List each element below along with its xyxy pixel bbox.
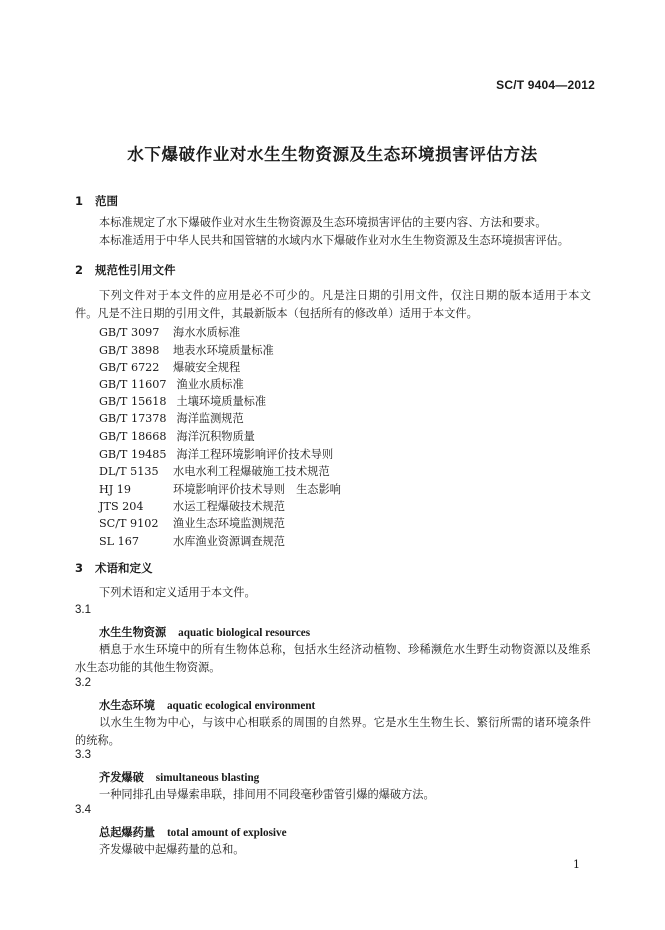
reference-item [99,498,285,514]
term-en: simultaneous blasting [155,772,260,784]
term-en: total amount of explosive [166,827,287,839]
reference-name: 水运工程爆破技术规范 [173,500,285,513]
reference-item [99,515,285,531]
reference-name: 渔业水质标准 [176,378,244,391]
term-zh: 总起爆药量 [99,826,155,839]
reference-item [99,376,244,392]
reference-code: SL 167 [99,535,140,548]
reference-code: DL/T 5135 [99,465,159,478]
reference-name: 海水水质标准 [173,326,241,339]
reference-code: GB/T 11607 [99,378,167,391]
section-number: 2 [75,263,84,277]
scope-paragraph-1: 本标准规定了水下爆破作业对水生生物资源及生态环境损害评估的主要内容、方法和要求。 [99,216,547,229]
term-en: aquatic ecological environment [166,700,316,712]
reference-name: 土壤环境质量标准 [176,395,267,408]
reference-code: HJ 19 [99,483,132,496]
reference-name: 环境影响评价技术导则 生态影响 [173,483,341,496]
reference-item [99,342,274,358]
reference-name: 水电水利工程爆破施工技术规范 [173,465,330,478]
standard-code: SC/T 9404—2012 [496,78,595,92]
reference-code: GB/T 3898 [99,344,160,357]
reference-name: 海洋沉积物质量 [176,430,255,443]
term-definition: 栖息于水生环境中的所有生物体总称，包括水生经济动植物、珍稀濒危水生野生动物资源以及维系水生态功能的其他生物资源。 [75,643,591,674]
reference-item [99,428,255,444]
reference-code: GB/T 18668 [99,430,167,443]
term-definition: 一种同排孔由导爆索串联，排间用不同段毫秒雷管引爆的爆破方法。 [99,788,435,801]
reference-name: 爆破安全规程 [173,361,241,374]
term-number: 3.4 [75,804,91,816]
reference-item [99,393,266,409]
reference-item [99,359,240,375]
page-number: 1 [573,858,580,871]
reference-code: GB/T 19485 [99,448,167,461]
term-number: 3.3 [75,749,91,761]
term-zh: 水生态环境 [99,699,155,712]
reference-item [99,324,240,340]
references-intro: 下列文件对于本文件的应用是必不可少的。凡是注日期的引用文件，仅注日期的版本适用于本文件。凡是不注日期的引用文件，其最新版本（包括所有的修改单）适用于本文件。 [75,289,591,320]
reference-code: GB/T 6722 [99,361,160,374]
term-zh: 水生生物资源 [99,626,167,639]
term-definition: 齐发爆破中起爆药量的总和。 [99,843,245,856]
reference-code: GB/T 15618 [99,395,167,408]
term-number: 3.2 [75,677,91,689]
section-number: 3 [75,561,84,575]
section-title: 范围 [95,194,118,208]
terms-intro: 下列术语和定义适用于本文件。 [99,586,256,599]
reference-code: SC/T 9102 [99,517,159,530]
reference-name: 渔业生态环境监测规范 [173,517,285,530]
reference-name: 水库渔业资源调查规范 [173,535,285,548]
reference-name: 地表水环境质量标准 [173,344,274,357]
reference-item [99,446,333,462]
reference-name: 海洋工程环境影响评价技术导则 [176,448,334,461]
reference-item [99,463,330,479]
reference-item [99,410,244,426]
term-number: 3.1 [75,604,91,616]
section-number: 1 [75,194,84,208]
document-title: 水下爆破作业对水生生物资源及生态环境损害评估方法 [127,145,538,164]
section-title: 规范性引用文件 [95,263,176,277]
scope-paragraph-2: 本标准适用于中华人民共和国管辖的水域内水下爆破作业对水生生物资源及生态环境损害评估。 [99,234,569,247]
term-heading [99,769,259,785]
term-heading [99,824,287,840]
section-3-heading [75,560,153,576]
reference-item [99,481,341,497]
reference-code: GB/T 17378 [99,412,167,425]
reference-item [99,533,285,549]
term-definition: 以水生生物为中心，与该中心相联系的周围的自然界。它是水生生物生长、繁衍所需的诸环境条件的统称。 [75,716,591,747]
term-en: aquatic biological resources [178,627,311,639]
section-title: 术语和定义 [95,561,153,575]
reference-name: 海洋监测规范 [176,412,244,425]
reference-code: JTS 204 [99,500,144,513]
section-1-heading [75,193,118,209]
section-2-heading [75,262,176,278]
term-heading [99,697,315,713]
term-heading [99,624,310,640]
term-zh: 齐发爆破 [99,771,144,784]
reference-code: GB/T 3097 [99,326,160,339]
